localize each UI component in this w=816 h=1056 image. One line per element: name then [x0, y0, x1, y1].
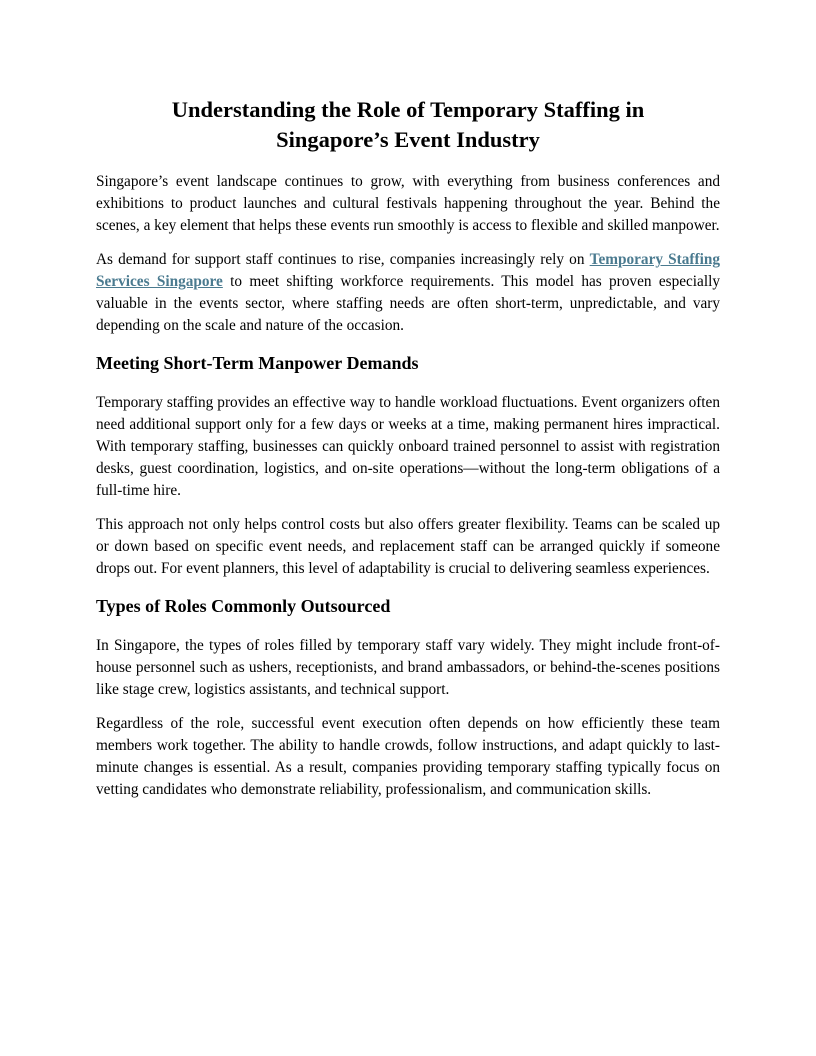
title-line-1: Understanding the Role of Temporary Staffing in: [171, 97, 645, 122]
intro-paragraph-2-rest: to meet shifting workforce requirements. This model has proven especially valuable in the events sector, where staffing needs are often short-term, unpredictable, and vary depending on the scale and nature of the occasion.: [96, 273, 720, 334]
title-line-2: Singapore’s Event Industry: [276, 127, 540, 152]
section-heading-short-term: Meeting Short-Term Manpower Demands: [96, 353, 419, 373]
intro-paragraph-2-lead: As demand for support staff continues to rise, companies increasingly rely on: [96, 251, 590, 268]
section2-paragraph-2: Regardless of the role, successful event execution often depends on how efficiently these team members work together. The ability to handle crowds, follow instructions, and adapt quickly to last-minute changes is essential. As a result, companies providing temporary staffing typically focus on vetting candidates who demonstrate reliability, professionalism, and communication skills.: [96, 715, 720, 798]
section2-paragraph-1: In Singapore, the types of roles filled by temporary staff vary widely. They might include front-of-house personnel such as ushers, receptionists, and brand ambassadors, or behind-the-scenes positions like stage crew, logistics assistants, and technical support.: [96, 637, 720, 698]
document-page: [96, 95, 720, 813]
section1-paragraph-2: This approach not only helps control costs but also offers greater flexibility. Teams can be scaled up or down based on specific event needs, and replacement staff can be arranged quickly if someone drops out. For event planners, this level of adaptability is crucial to delivering seamless experiences.: [96, 516, 720, 577]
section1-paragraph-1: Temporary staffing provides an effective way to handle workload fluctuations. Event organizers often need additional support only for a few days or weeks at a time, making permanent hires impractical. With temporary staffing, businesses can quickly onboard trained personnel to assist with registration desks, guest coordination, logistics, and on-site operations—without the long-term obligations of a full-time hire.: [96, 394, 720, 499]
section-heading-roles: Types of Roles Commonly Outsourced: [96, 596, 391, 616]
intro-paragraph-1: Singapore’s event landscape continues to grow, with everything from business conferences and exhibitions to product launches and cultural festivals happening throughout the year. Behind the scenes, a key element that helps these events run smoothly is access to flexible and skilled manpower.: [96, 173, 720, 234]
document-title: [96, 95, 720, 155]
temporary-staffing-link[interactable]: Temporary Staffing Services Singapore: [96, 251, 721, 290]
intro-paragraph-2: [96, 249, 720, 337]
